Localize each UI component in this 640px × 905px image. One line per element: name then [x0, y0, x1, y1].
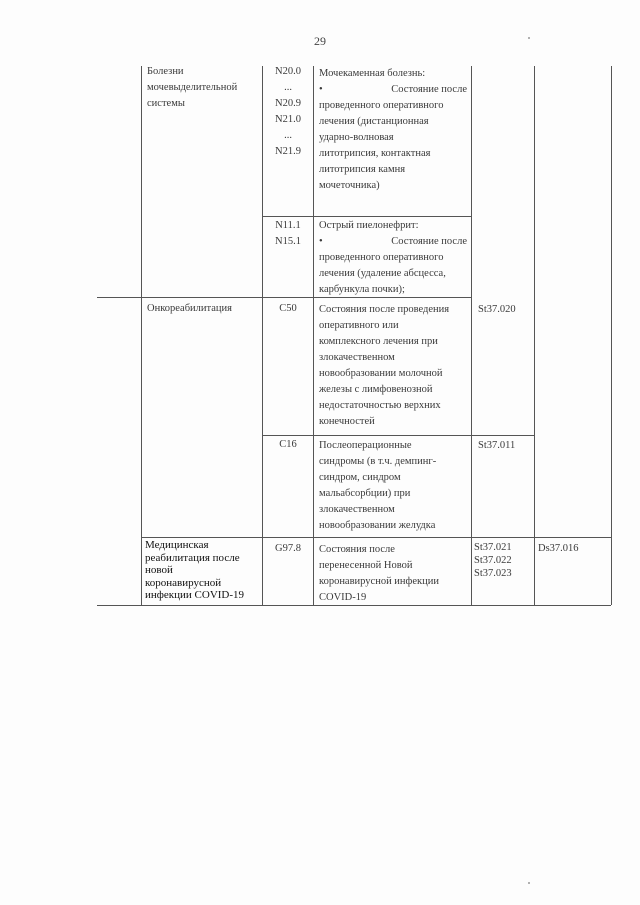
- condition-line: комплексного лечения при: [319, 336, 438, 347]
- condition-line: Состояния после проведения: [319, 304, 450, 315]
- bullet-text: Состояние после: [391, 84, 467, 95]
- diagnosis-group-oncology: Онкореабилитация: [147, 303, 232, 314]
- condition-title: Острый пиелонефрит:: [319, 220, 419, 231]
- diagnosis-group-urinary: Болезни мочевыделительной системы: [147, 66, 238, 109]
- condition-line: Послеоперационные: [319, 440, 412, 451]
- ksg-code: St37.023: [474, 568, 512, 579]
- condition-line: мочеточника): [319, 180, 380, 191]
- group-line: реабилитация после: [145, 551, 240, 564]
- condition-line: литотрипсия камня: [319, 164, 406, 175]
- condition-line: железы с лимфовенозной: [319, 384, 433, 395]
- condition-line: литотрипсия, контактная: [319, 148, 431, 159]
- condition-breast-cancer: [319, 302, 469, 430]
- condition-title: Мочекаменная болезнь:: [319, 68, 426, 79]
- condition-line: оперативного или: [319, 320, 399, 331]
- ksg-code: St37.020: [478, 304, 516, 315]
- code: N21.9: [275, 146, 301, 157]
- condition-line: лечения (удаление абсцесса,: [319, 268, 446, 279]
- code: C16: [279, 439, 297, 450]
- code: N20.9: [275, 98, 301, 109]
- code: C50: [279, 303, 297, 314]
- condition-line: карбункула почки);: [319, 284, 405, 295]
- condition-line: проведенного оперативного: [319, 100, 444, 111]
- code: ...: [284, 130, 292, 141]
- condition-line: синдром, синдром: [319, 472, 401, 483]
- ksg-daystay-code: Ds37.016: [538, 543, 579, 554]
- page-number: 29: [314, 34, 326, 48]
- code: N11.1: [275, 220, 301, 231]
- condition-urolithiasis: [319, 66, 467, 194]
- code: N15.1: [275, 236, 301, 247]
- condition-pyelonephritis: [319, 218, 467, 298]
- codes-block-urolithiasis: [264, 64, 312, 160]
- condition-line: Состояния после: [319, 544, 395, 555]
- bullet-icon: •: [319, 84, 323, 95]
- condition-line: коронавирусной инфекции: [319, 576, 439, 587]
- condition-line: ударно-волновая: [319, 132, 394, 143]
- condition-line: мальабсорбции) при: [319, 488, 411, 499]
- group-line: Медицинская: [145, 539, 209, 551]
- condition-line: лечения (дистанционная: [319, 116, 429, 127]
- condition-line: перенесенной Новой: [319, 560, 413, 571]
- condition-gastric-cancer: [319, 438, 469, 534]
- codes-block-pyelonephritis: [264, 218, 312, 250]
- ksg-codes-covid: [474, 541, 532, 580]
- code: G97.8: [275, 543, 301, 554]
- scan-speck: [528, 37, 530, 39]
- condition-line: проведенного оперативного: [319, 252, 444, 263]
- ksg-code: St37.021: [474, 542, 512, 553]
- code: N21.0: [275, 114, 301, 125]
- condition-line: синдромы (в т.ч. демпинг-: [319, 456, 437, 467]
- condition-line: конечностей: [319, 416, 375, 427]
- code: ...: [284, 82, 292, 93]
- bullet-icon: •: [319, 236, 323, 247]
- diagnosis-group-covid: [145, 539, 261, 602]
- condition-line: COVID-19: [319, 592, 367, 603]
- group-line: коронавирусной: [145, 576, 222, 589]
- ksg-code: St37.011: [478, 440, 516, 451]
- condition-line: новообразовании желудка: [319, 520, 436, 531]
- bullet-text: Состояние после: [391, 236, 467, 247]
- condition-line: злокачественном: [319, 504, 395, 515]
- condition-covid: [319, 542, 469, 606]
- code: N20.0: [275, 66, 301, 77]
- scan-speck: [528, 882, 530, 884]
- ksg-code: St37.022: [474, 555, 512, 566]
- bullet-line: [319, 82, 467, 98]
- group-line: новой: [145, 564, 173, 576]
- bullet-line: [319, 234, 467, 250]
- condition-line: недостаточностью верхних: [319, 400, 441, 411]
- condition-line: злокачественном: [319, 352, 395, 363]
- group-line: инфекции COVID-19: [145, 589, 245, 601]
- condition-line: новообразовании молочной: [319, 368, 443, 379]
